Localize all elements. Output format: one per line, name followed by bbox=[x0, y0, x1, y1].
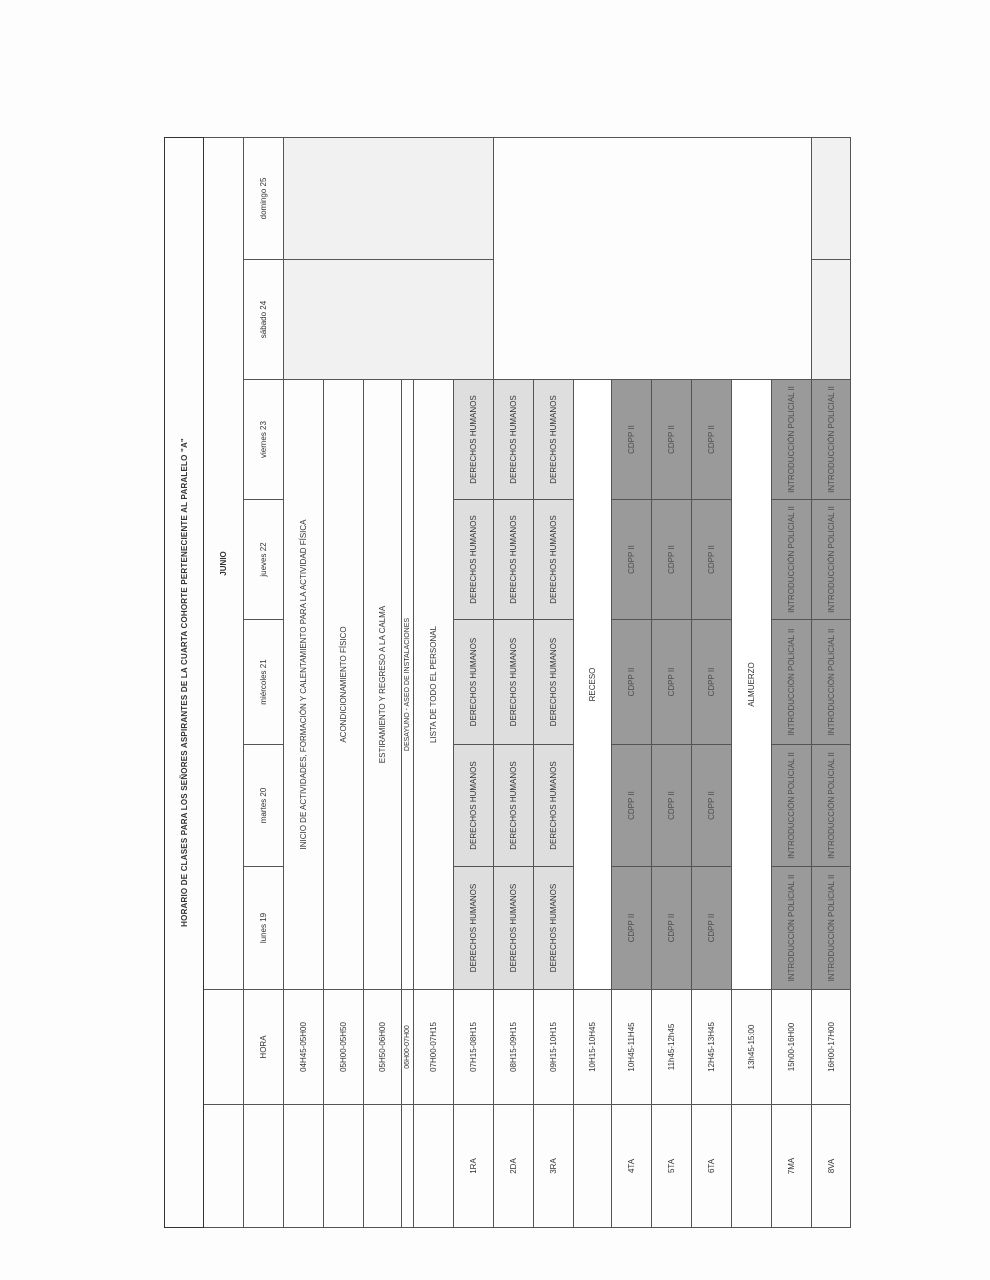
time-cell: 06H00-07H00 bbox=[402, 990, 414, 1105]
class-label: INTRODUCCIÓN POLICIAL II bbox=[787, 628, 796, 736]
class-cell bbox=[692, 500, 732, 620]
class-label: CDPP II bbox=[627, 791, 636, 820]
class-cell: DERECHOS HUMANOS bbox=[494, 867, 534, 990]
class-label: INTRODUCCIÓN POLICIAL II bbox=[826, 506, 836, 613]
day-header-martes: martes 20 bbox=[244, 745, 284, 867]
class-cell bbox=[772, 867, 812, 990]
class-label: CDPP II bbox=[707, 913, 716, 943]
time-cell: 04H45-05H00 bbox=[284, 990, 324, 1105]
class-cell: DERECHOS HUMANOS bbox=[454, 500, 494, 620]
class-cell bbox=[612, 500, 652, 620]
class-label: INTRODUCCIÓN POLICIAL II bbox=[826, 628, 836, 736]
session-cell bbox=[364, 1105, 402, 1228]
class-cell bbox=[812, 620, 851, 745]
class-label: CDPP II bbox=[667, 667, 676, 697]
blank-header-cell bbox=[204, 990, 244, 1105]
time-cell: 13h45-15:00 bbox=[732, 990, 772, 1105]
class-cell bbox=[812, 500, 851, 620]
break-cell-almuerzo: ALMUERZO bbox=[732, 380, 772, 990]
time-cell: 05H00-05H50 bbox=[324, 990, 364, 1105]
class-label: INTRODUCCIÓN POLICIAL II bbox=[826, 752, 836, 859]
class-label: CDPP II bbox=[667, 425, 676, 454]
class-cell: DERECHOS HUMANOS bbox=[534, 380, 574, 500]
class-cell: DERECHOS HUMANOS bbox=[454, 620, 494, 745]
session-cell bbox=[402, 1105, 414, 1228]
class-label: INTRODUCCIÓN POLICIAL II bbox=[826, 386, 836, 493]
class-cell bbox=[652, 745, 692, 867]
page-title: HORARIO DE CLASES PARA LOS SEÑORES ASPIRANTES DE LA CUARTA COHORTE PERTENECIENTE AL PARALELO "A" bbox=[165, 137, 204, 1227]
class-label: INTRODUCCIÓN POLICIAL II bbox=[787, 386, 796, 493]
activity-cell-acondicionamiento: ACONDICIONAMIENTO FÍSICO bbox=[324, 380, 364, 990]
blank-weekend-cell bbox=[284, 260, 494, 380]
activity-cell-lista: LISTA DE TODO EL PERSONAL bbox=[414, 380, 454, 990]
class-cell bbox=[772, 745, 812, 867]
class-label: CDPP II bbox=[667, 791, 676, 820]
class-cell bbox=[772, 380, 812, 500]
day-header-sabado: sábado 24 bbox=[244, 260, 284, 380]
time-cell: 11h45-12h45 bbox=[652, 990, 692, 1105]
class-label: CDPP II bbox=[667, 913, 676, 943]
class-cell bbox=[692, 867, 732, 990]
class-cell: DERECHOS HUMANOS bbox=[454, 745, 494, 867]
time-cell: 07H15-08H15 bbox=[454, 990, 494, 1105]
class-label: INTRODUCCIÓN POLICIAL II bbox=[787, 752, 796, 859]
class-cell bbox=[652, 867, 692, 990]
month-header: JUNIO bbox=[204, 137, 244, 989]
class-cell bbox=[692, 620, 732, 745]
time-cell: 07H00-07H15 bbox=[414, 990, 454, 1105]
session-cell: 6TA bbox=[692, 1105, 732, 1228]
day-header-domingo: domingo 25 bbox=[244, 137, 284, 259]
time-cell: 10H45-11H45 bbox=[612, 990, 652, 1105]
time-cell: 09H15-10H15 bbox=[534, 990, 574, 1105]
class-cell bbox=[692, 380, 732, 500]
class-label: CDPP II bbox=[707, 667, 716, 697]
class-label: INTRODUCCIÓN POLICIAL II bbox=[826, 874, 836, 982]
session-cell bbox=[732, 1105, 772, 1228]
session-cell bbox=[284, 1105, 324, 1228]
day-header-viernes: viernes 23 bbox=[244, 380, 284, 500]
hora-header: HORA bbox=[244, 990, 284, 1105]
day-header-miercoles: miércoles 21 bbox=[244, 620, 284, 745]
class-cell: DERECHOS HUMANOS bbox=[494, 380, 534, 500]
time-cell: 10H15-10H45 bbox=[574, 990, 612, 1105]
session-cell: 3RA bbox=[534, 1105, 574, 1228]
class-label: CDPP II bbox=[707, 545, 716, 574]
class-cell bbox=[612, 745, 652, 867]
blank-header-cell bbox=[204, 1105, 244, 1228]
day-header-jueves: jueves 22 bbox=[244, 500, 284, 620]
class-cell bbox=[772, 620, 812, 745]
time-cell: 08H15-09H15 bbox=[494, 990, 534, 1105]
class-cell: DERECHOS HUMANOS bbox=[494, 500, 534, 620]
class-cell bbox=[612, 620, 652, 745]
time-cell: 16H00-17H00 bbox=[812, 990, 851, 1105]
time-cell: 15h00-16H00 bbox=[772, 990, 812, 1105]
class-cell bbox=[692, 745, 732, 867]
break-cell-receso: RECESO bbox=[574, 380, 612, 990]
class-cell: DERECHOS HUMANOS bbox=[534, 620, 574, 745]
class-label: CDPP II bbox=[707, 425, 716, 454]
class-label: CDPP II bbox=[667, 545, 676, 574]
class-label: CDPP II bbox=[627, 667, 636, 697]
activity-cell-desayuno: DESAYUNO - ASEO DE INSTALACIONES bbox=[402, 380, 414, 990]
blank-weekend-cell bbox=[284, 137, 494, 259]
class-cell bbox=[812, 745, 851, 867]
time-cell: 05H50-06H00 bbox=[364, 990, 402, 1105]
class-cell: DERECHOS HUMANOS bbox=[534, 867, 574, 990]
class-cell bbox=[652, 620, 692, 745]
class-label: INTRODUCCIÓN POLICIAL II bbox=[787, 874, 796, 982]
class-cell bbox=[812, 380, 851, 500]
session-header bbox=[244, 1105, 284, 1228]
day-header-lunes: lunes 19 bbox=[244, 867, 284, 990]
blank-weekend-cell bbox=[812, 260, 851, 380]
class-cell bbox=[652, 380, 692, 500]
class-cell: DERECHOS HUMANOS bbox=[494, 745, 534, 867]
session-cell: 7MA bbox=[772, 1105, 812, 1228]
schedule-table bbox=[164, 137, 851, 1228]
class-label: INTRODUCCIÓN POLICIAL II bbox=[787, 506, 796, 613]
class-cell bbox=[612, 380, 652, 500]
class-cell: DERECHOS HUMANOS bbox=[454, 867, 494, 990]
schedule-rotated-container bbox=[164, 138, 850, 1228]
blank-weekend-cell bbox=[812, 137, 851, 259]
session-cell bbox=[324, 1105, 364, 1228]
class-cell: DERECHOS HUMANOS bbox=[494, 620, 534, 745]
class-cell: DERECHOS HUMANOS bbox=[534, 500, 574, 620]
session-cell: 2DA bbox=[494, 1105, 534, 1228]
activity-cell-inicio: INICIO DE ACTIVIDADES, FORMACIÓN Y CALENTAMIENTO PARA LA ACTIVIDAD FÍSICA bbox=[284, 380, 324, 990]
class-cell: DERECHOS HUMANOS bbox=[534, 745, 574, 867]
session-cell: 4TA bbox=[612, 1105, 652, 1228]
class-cell bbox=[652, 500, 692, 620]
class-cell: DERECHOS HUMANOS bbox=[454, 380, 494, 500]
class-cell bbox=[772, 500, 812, 620]
session-cell bbox=[574, 1105, 612, 1228]
session-cell: 8VA bbox=[812, 1105, 851, 1228]
class-label: CDPP II bbox=[627, 425, 636, 454]
class-label: CDPP II bbox=[707, 791, 716, 820]
session-cell: 5TA bbox=[652, 1105, 692, 1228]
class-label: CDPP II bbox=[627, 913, 636, 943]
class-label: CDPP II bbox=[627, 545, 636, 574]
session-cell: 1RA bbox=[454, 1105, 494, 1228]
class-cell bbox=[812, 867, 851, 990]
session-cell bbox=[414, 1105, 454, 1228]
class-cell bbox=[612, 867, 652, 990]
activity-cell-estiramiento: ESTIRAMIENTO Y REGRESO A LA CALMA bbox=[364, 380, 402, 990]
time-cell: 12H45-13H45 bbox=[692, 990, 732, 1105]
